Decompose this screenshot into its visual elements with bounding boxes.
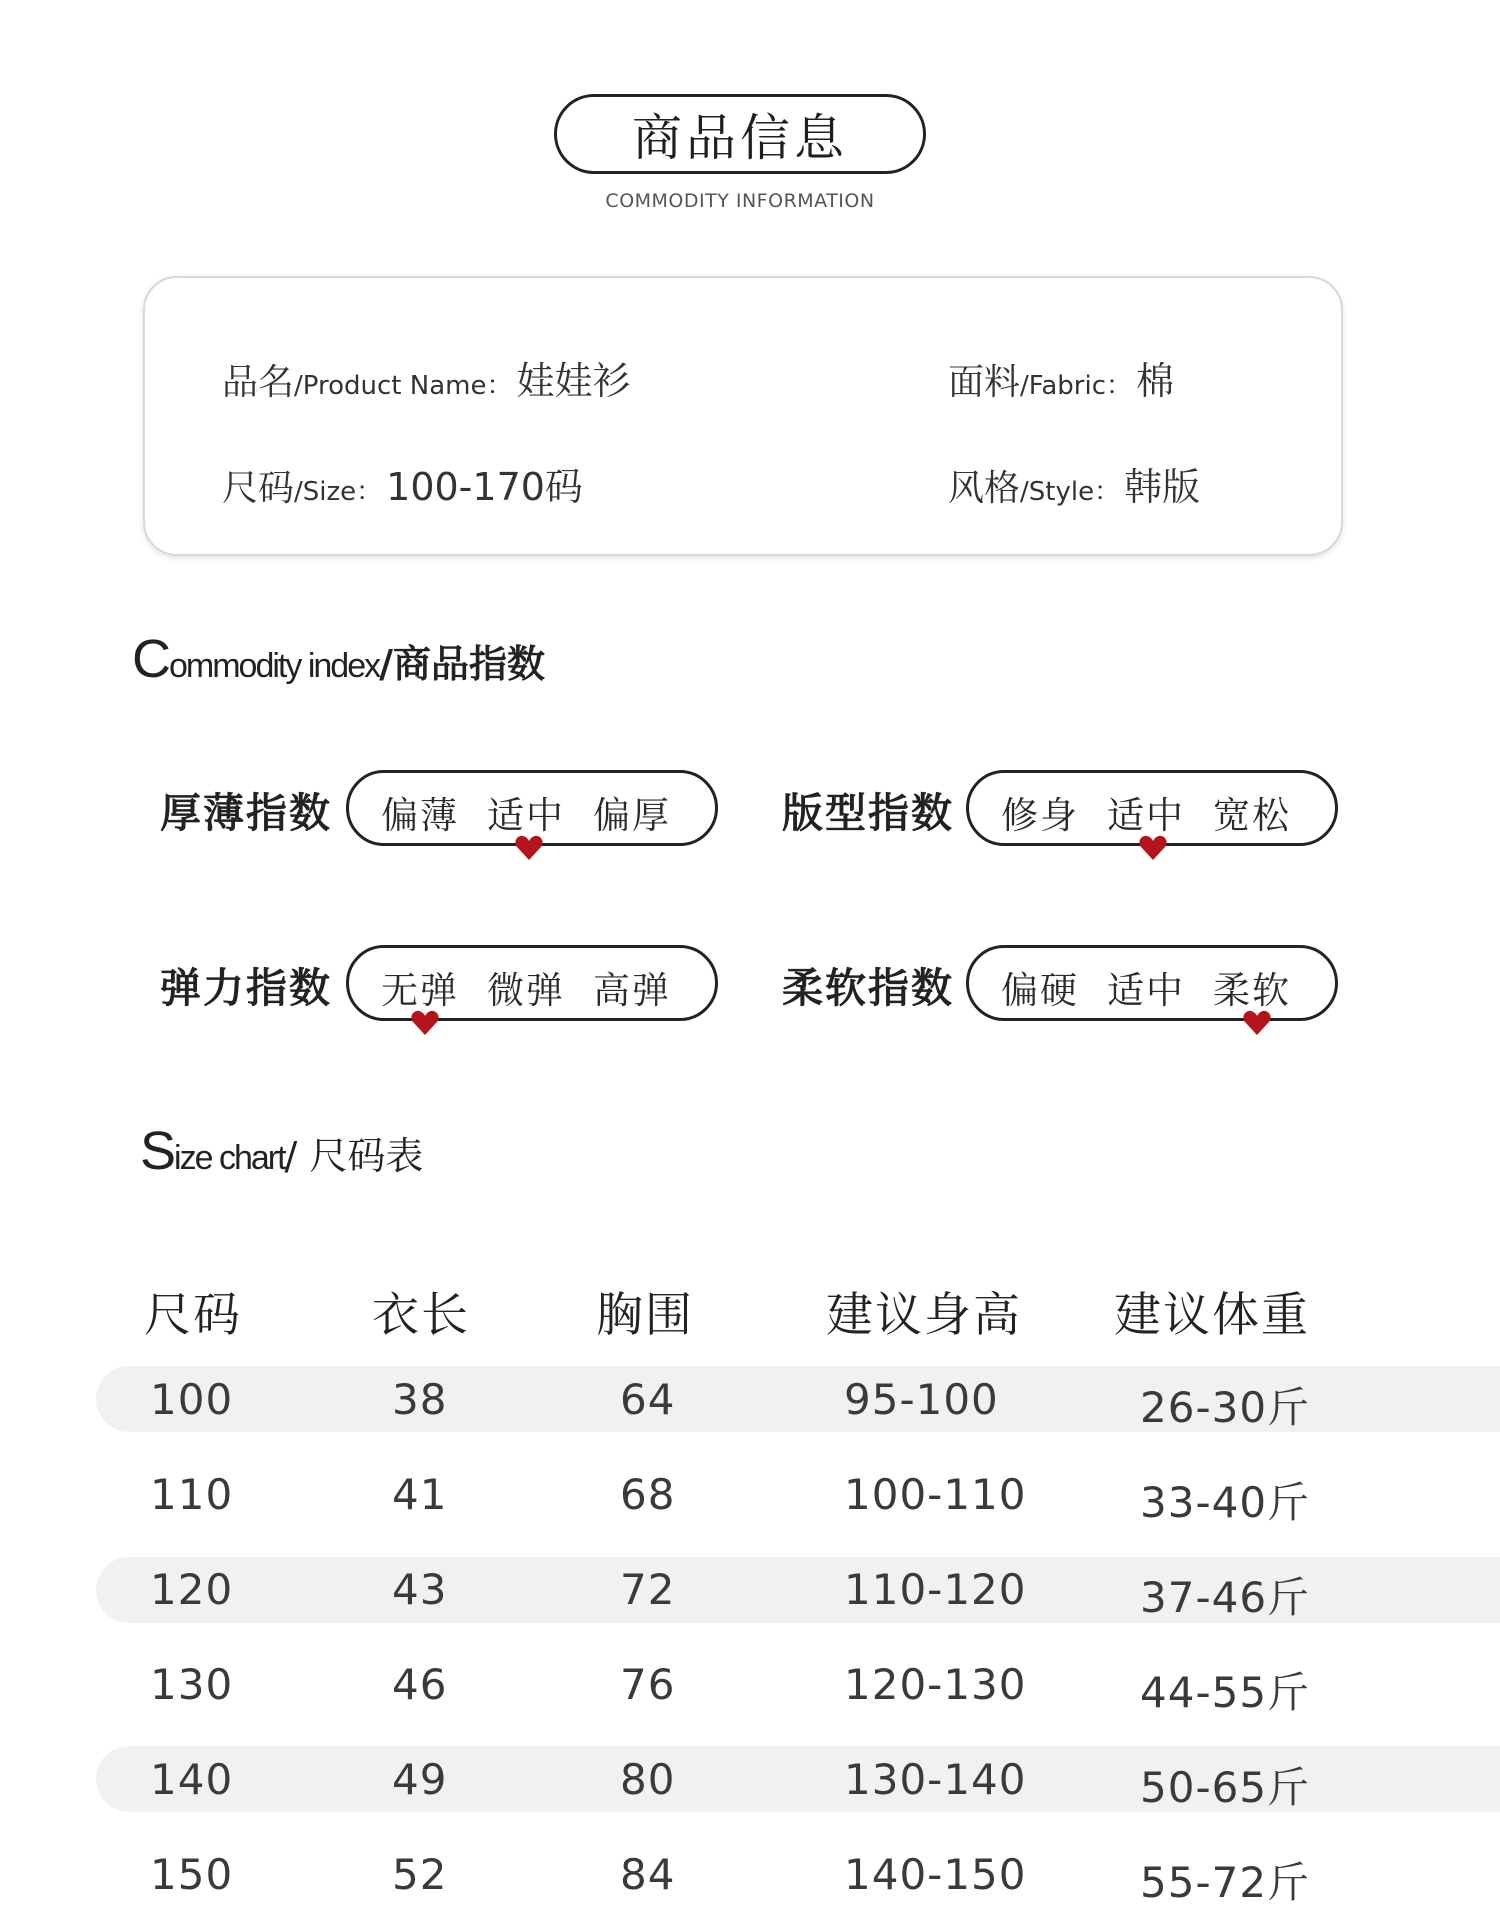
elasticity-index-scale: [346, 945, 718, 1021]
fit-option-slim: 修身: [1001, 794, 1079, 837]
size-chart-initial: S: [140, 1121, 175, 1181]
cell-weight: 33-40斤: [1140, 1478, 1311, 1527]
commodity-index-chinese: /商品指数: [379, 642, 545, 686]
cell-length: 38: [392, 1375, 448, 1424]
cell-size: 130: [150, 1660, 234, 1709]
size-table-header-length: 衣长: [372, 1288, 470, 1343]
size-value: 100-170码: [386, 465, 583, 509]
softness-option-medium: 适中: [1107, 969, 1185, 1012]
cell-size: 100: [150, 1375, 234, 1424]
page-title: 商品信息: [632, 109, 848, 167]
cell-length: 41: [392, 1470, 448, 1519]
commodity-index-english: ommodity index: [169, 647, 380, 685]
thickness-index-scale: [346, 770, 718, 846]
heart-marker-icon: [1139, 835, 1167, 861]
cell-weight: 50-65斤: [1140, 1763, 1311, 1812]
fit-option-regular: 适中: [1107, 794, 1185, 837]
elasticity-index-label: 弹力指数: [160, 964, 332, 1012]
cell-chest: 84: [620, 1850, 676, 1899]
cell-size: 110: [150, 1470, 234, 1519]
cell-size: 140: [150, 1755, 234, 1804]
cell-weight: 26-30斤: [1140, 1383, 1311, 1432]
cell-length: 43: [392, 1565, 448, 1614]
commodity-index-initial: C: [132, 629, 169, 689]
size-table-header-weight: 建议体重: [1114, 1288, 1310, 1343]
cell-chest: 68: [620, 1470, 676, 1519]
style-key-en: /Style：: [1020, 477, 1121, 507]
cell-weight: 37-46斤: [1140, 1573, 1311, 1622]
fit-index-scale: [966, 770, 1338, 846]
cell-length: 52: [392, 1850, 448, 1899]
size-key: 尺码: [222, 468, 295, 509]
cell-size: 150: [150, 1850, 234, 1899]
fit-index-label: 版型指数: [782, 789, 954, 837]
size-table-header-size: 尺码: [144, 1288, 242, 1343]
size-table-header-height: 建议身高: [826, 1288, 1022, 1343]
cell-height: 140-150: [844, 1850, 1027, 1899]
fabric-key-en: /Fabric：: [1020, 371, 1132, 401]
product-name-key-en: /Product Name：: [294, 371, 513, 401]
cell-weight: 44-55斤: [1140, 1668, 1311, 1717]
cell-length: 46: [392, 1660, 448, 1709]
heart-marker-icon: [1243, 1010, 1271, 1036]
thickness-option-thin: 偏薄: [381, 794, 459, 837]
fit-option-loose: 宽松: [1213, 794, 1291, 837]
heart-marker-icon: [515, 835, 543, 861]
cell-height: 130-140: [844, 1755, 1027, 1804]
title-pill: [554, 94, 926, 174]
cell-chest: 72: [620, 1565, 676, 1614]
thickness-index-label: 厚薄指数: [160, 789, 332, 837]
size-range-row: [222, 456, 583, 511]
product-name-value: 娃娃衫: [516, 359, 631, 403]
product-name-key: 品名: [222, 362, 295, 403]
product-info-box: [143, 276, 1343, 556]
cell-length: 49: [392, 1755, 448, 1804]
page-subtitle: COMMODITY INFORMATION: [605, 190, 875, 212]
heart-marker-icon: [411, 1010, 439, 1036]
cell-chest: 64: [620, 1375, 676, 1424]
softness-option-hard: 偏硬: [1001, 969, 1079, 1012]
size-table-header-chest: 胸围: [596, 1288, 694, 1343]
cell-chest: 76: [620, 1660, 676, 1709]
fabric-row: [948, 350, 1174, 405]
cell-chest: 80: [620, 1755, 676, 1804]
size-chart-english: ize chart: [174, 1139, 285, 1177]
cell-height: 120-130: [844, 1660, 1027, 1709]
elasticity-option-none: 无弹: [381, 969, 459, 1012]
style-key: 风格: [948, 468, 1021, 509]
size-chart-chinese: / 尺码表: [284, 1134, 424, 1178]
softness-index-scale: [966, 945, 1338, 1021]
fabric-key: 面料: [948, 362, 1021, 403]
size-key-en: /Size：: [294, 477, 383, 507]
style-row: [948, 456, 1200, 511]
elasticity-option-slight: 微弹: [487, 969, 565, 1012]
cell-size: 120: [150, 1565, 234, 1614]
cell-height: 100-110: [844, 1470, 1027, 1519]
softness-option-soft: 柔软: [1213, 969, 1291, 1012]
cell-height: 95-100: [844, 1375, 999, 1424]
thickness-option-medium: 适中: [487, 794, 565, 837]
elasticity-option-high: 高弹: [593, 969, 671, 1012]
size-chart-heading: [140, 1120, 423, 1182]
product-name-row: [222, 350, 630, 405]
cell-weight: 55-72斤: [1140, 1858, 1311, 1907]
style-value: 韩版: [1124, 465, 1201, 509]
fabric-value: 棉: [1136, 359, 1175, 403]
commodity-index-heading: [132, 628, 545, 690]
thickness-option-thick: 偏厚: [593, 794, 671, 837]
softness-index-label: 柔软指数: [782, 964, 954, 1012]
cell-height: 110-120: [844, 1565, 1027, 1614]
